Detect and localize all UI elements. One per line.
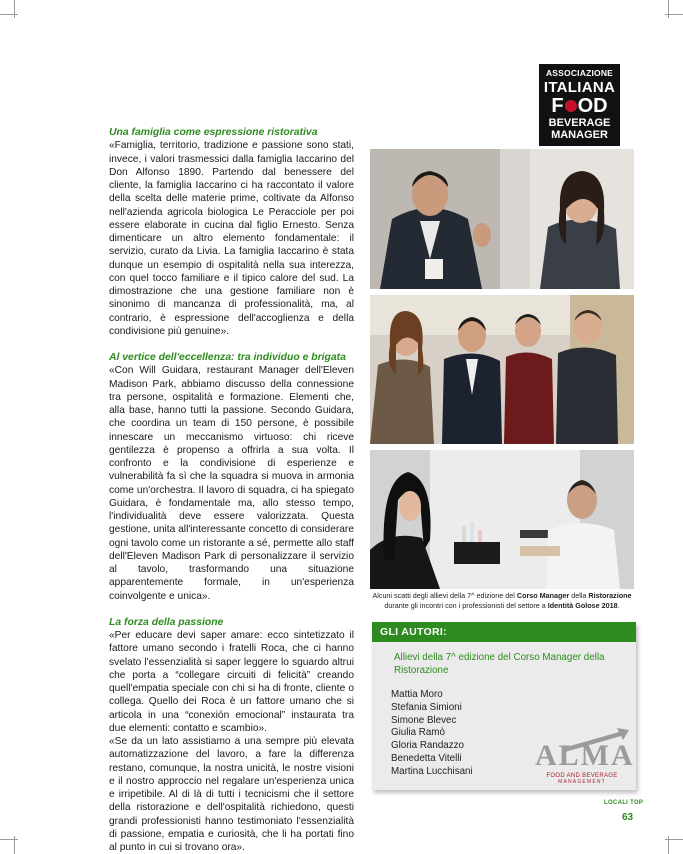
alma-tagline: MANAGEMENT — [558, 779, 606, 785]
section-text: «Per educare devi saper amare: ecco sintetizzato il fattore umano secondo i fratelli Roca, che ci hanno svelato l'essenzialità si saper leggere lo sguardo altrui che porta a “collegare circuiti di felicità” creando quell'empatia speciale con chi si ha di fronte, cliente o collega. Quello dei Roca è un fattore umano che si articola in una “conexión emocional” instaurata tra due elementi: contatto e scambio». — [109, 630, 354, 734]
author-name: Gloria Randazzo — [391, 740, 464, 752]
caption-text: Alcuni scatti degli allievi della 7^ edizione del — [372, 591, 517, 600]
crop-mark — [665, 839, 683, 840]
photo-image — [370, 149, 634, 289]
crop-mark — [14, 0, 15, 18]
author-name: Giulia Ramò — [391, 727, 445, 739]
author-name: Stefania Simioni — [391, 701, 462, 713]
logo-line: ITALIANA — [543, 78, 616, 96]
photo-image — [370, 295, 634, 444]
authors-title: GLI AUTORI: — [372, 622, 636, 642]
alma-word: ALMA — [535, 739, 635, 772]
logo-letter: F — [551, 94, 564, 117]
article-column — [109, 126, 354, 854]
section-text: «Se da un lato assistiamo a una sempre più elevata automatizzazione del lavoro, a fare la differenza restano, comunque, la nostra unicità, le nostre visioni e il nostro approccio nel regalare un'esperienza unica e irripetibile. Al di là di tutti i tecnicismi che il settore della ristorazione e dell'ospitalità richiedono, questi grandi professionisti hanno testimoniato l'essenzialità di passione, empatia e curiosità, che li ha portati fino al punto in cui si trovano ora». — [109, 736, 354, 853]
caption-text: della — [569, 591, 589, 600]
author-name: Benedetta Vitelli — [391, 752, 462, 764]
photo-interview-2 — [370, 450, 634, 589]
logo-line: MANAGER — [551, 128, 608, 141]
logo-line — [551, 96, 607, 116]
author-name: Simone Blevec — [391, 714, 457, 726]
caption-bold: Corso Manager — [516, 591, 570, 600]
section-heading: La forza della passione — [109, 616, 224, 628]
page-number: 63 — [622, 812, 634, 823]
caption-bold: Ristorazione — [588, 591, 632, 600]
caption-text: durante gli incontri con i professionisti del settore a — [384, 601, 548, 610]
crop-mark — [668, 0, 669, 18]
photo-image — [370, 450, 634, 589]
logo-letters: OD — [577, 94, 608, 117]
author-name: Mattia Moro — [391, 689, 443, 700]
section-heading: Una famiglia come espressione ristorativa — [109, 127, 318, 138]
photo-group — [370, 295, 634, 444]
crop-mark — [0, 839, 18, 840]
logo-line: ASSOCIAZIONE — [545, 68, 614, 79]
crop-mark — [665, 14, 683, 15]
section-text: «Con Will Guidara, restaurant Manager dell'Eleven Madison Park, abbiamo discusso della connessione tra persone, ospitalità e formazione. Elementi che, alla base, hanno tutti la passione. Secondo Guidara, che coordina un team di 150 persone, è possibile innescare un meccanismo virtuoso: chi riceve gentilezza è propenso a offrirla a sua volta. Il confronto e la condivisione di esperienze e vulnerabilità fa sì che la squadra si muova in armonia come un'orchestra. Il lavoro di squadra, ci ha spiegato Guidara, è fondamentale ma, allo stesso tempo, l'individualità deve essere valorizzata. Questa gestione, unita all'interessante concetto di considerare ogni tavolo come un ristorante a sé, permette allo staff dell'Eleven Madison Park di personalizzare il servizio al tavolo, trasformando una situazione apparentemente formale, in un'esperienza coinvolgente e unica». — [109, 365, 355, 602]
crop-mark — [0, 14, 18, 15]
photo-interview-1 — [370, 149, 634, 289]
logo-dot-icon — [565, 100, 577, 112]
logo-line: BEVERAGE — [548, 116, 611, 129]
alma-tagline: FOOD AND BEVERAGE — [546, 773, 618, 779]
aifbm-logo — [539, 64, 620, 146]
section-heading: Al vertice dell'eccellenza: tra individuo e brigata — [109, 352, 346, 363]
section-label: LOCALI TOP — [604, 800, 644, 806]
caption-bold: Identità Golose 2018 — [547, 601, 618, 610]
caption-text: . — [617, 601, 620, 610]
authors-subtitle: Allievi della 7^ edizione del Corso Manager della Ristorazione — [394, 652, 605, 676]
photo-caption — [370, 591, 634, 611]
author-name: Martina Lucchisani — [391, 765, 473, 777]
section-text: «Famiglia, territorio, tradizione e passione sono stati, invece, i valori trasmessici dalla famiglia Iaccarino del Don Alfonso 1890. Partendo dal benessere del cliente, la famiglia Iaccarino ci ha raccontato il valore della scelta delle materie prime, coltivate da Alfonso nell'azienda agricola biologica Le Peracciole per poi essere elaborate in cucina dal figlio Ernesto. Senza dimenticare un altro elemento fondamentale: il servizio, curato da Livia. La famiglia Iaccarino è stata dunque un esempio di ospitalità nella sua interezza, con quel tocco familiare e il tipico calore del sud. La dimostrazione che una gestione familiare non è sinonimo di mancanza di professionalità, ma, al contrario, è espressione dell'accoglienza e della condivisione più genuine». — [109, 140, 354, 337]
alma-logo — [533, 738, 635, 786]
